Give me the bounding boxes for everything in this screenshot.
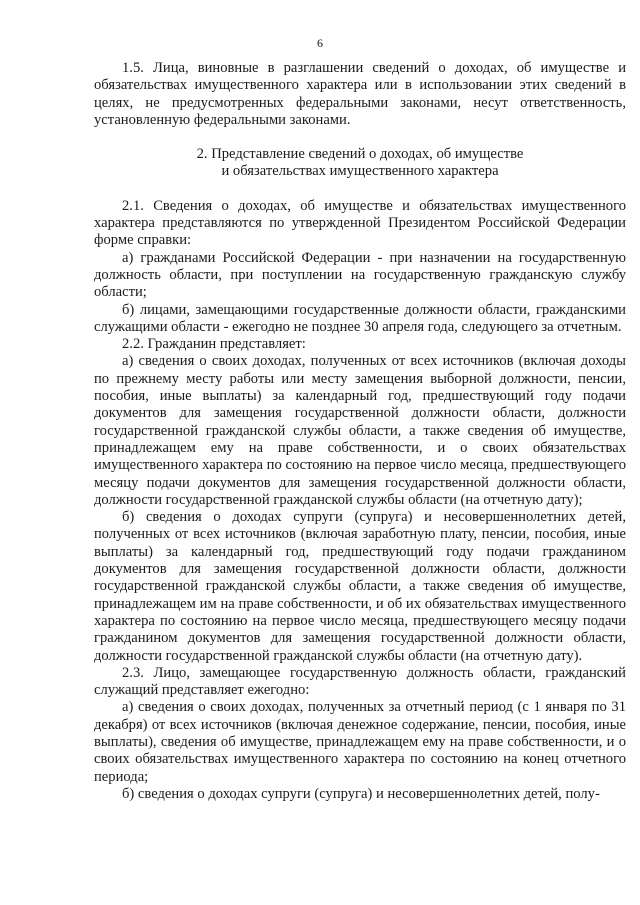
paragraph-2-3: 2.3. Лицо, замещающее государственную должность области, гражданский служащий представляет ежегодно:	[94, 664, 626, 699]
paragraph-2-3-b: б) сведения о доходах супруги (супруга) и несовершеннолетних детей, полу-	[122, 785, 600, 802]
paragraph-2-1-b: б) лицами, замещающими государственные должности области, гражданскими служащими области - ежегодно не позднее 30 апреля года, следующего за отчетным.	[94, 301, 626, 335]
paragraph-2-2-b: б) сведения о доходах супруги (супруга) и несовершеннолетних детей, полученных от всех источников (включая заработную плату, пенсии, пособия, иные выплаты) за календарный год, предшествующий году подачи гражданином документов для замещения государственной должности области, должности государственной гражданской службы области, а также сведения об имуществе, принадлежащем им на праве собственности, и об их обязательствах имущественного характера по состоянию на первое число месяца, предшествующего месяцу подачи гражданином документов для замещения государственной должности области, должности государственной гражданской службы области (на отчетную дату).	[94, 509, 626, 664]
section-2-heading	[94, 146, 626, 181]
section-2-heading-line-2: и обязательствах имущественного характера	[221, 163, 499, 180]
paragraph-2-2-a: а) сведения о своих доходах, полученных от всех источников (включая доходы по прежнему месту работы или месту замещения выборной должности, пенсии, пособия, иные выплаты) за календарный год, предшествующий году подачи документов для замещения государственной должности области, должности государственной гражданской службы области, а также сведения об имуществе, принадлежащем ему на праве собственности, и о своих обязательствах имущественного характера по состоянию на первое число месяца, предшествующего месяцу подачи документов для замещения государственной должности области, должности государственной гражданской службы области (на отчетную дату);	[94, 353, 626, 508]
paragraph-2-1: 2.1. Сведения о доходах, об имуществе и обязательствах имущественного характера представляются по утвержденной Президентом Российской Федерации форме справки:	[94, 197, 626, 249]
paragraph-2-3-a: а) сведения о своих доходах, полученных за отчетный период (с 1 января по 31 декабря) от всех источников (включая денежное содержание, пенсии, пособия, иные выплаты), сведения об имуществе, принадлежащем ему на праве собственности, и о своих обязательствах имущественного характера по состоянию на конец отчетного периода;	[94, 699, 626, 785]
paragraph-2-2: 2.2. Гражданин представляет:	[122, 336, 306, 353]
page-number: 6	[317, 36, 323, 50]
paragraph-2-1-a: а) гражданами Российской Федерации - при назначении на государственную должность области, при поступлении на государственную гражданскую службу области;	[94, 249, 626, 301]
paragraph-1-5: 1.5. Лица, виновные в разглашении сведений о доходах, об имуществе и обязательствах имущественного характера или в использовании этих сведений в целях, не предусмотренных федеральными законами, несут ответственность, установленную федеральными законами.	[94, 60, 626, 128]
section-2-heading-line-1: 2. Представление сведений о доходах, об имуществе	[196, 146, 524, 163]
document-body	[94, 60, 626, 803]
